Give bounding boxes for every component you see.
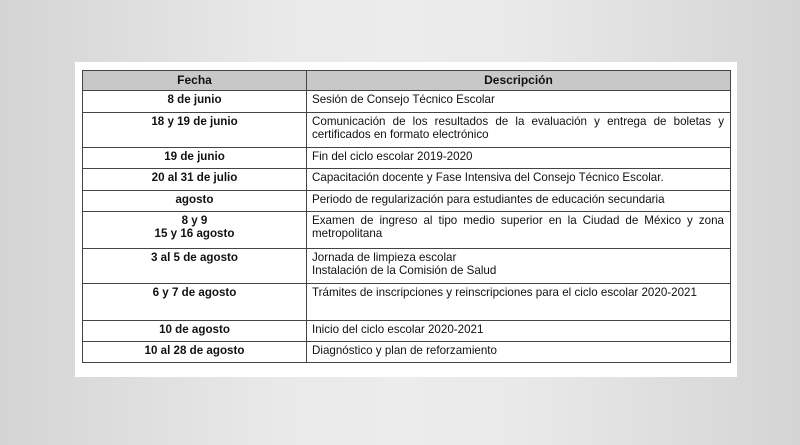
table-row: [83, 113, 731, 148]
fecha-cell: 8 y 9 15 y 16 agosto: [83, 212, 307, 249]
table-row: [83, 169, 731, 191]
table-row: [83, 249, 731, 284]
table-row: [83, 91, 731, 113]
fecha-cell: 18 y 19 de junio: [83, 113, 307, 148]
descripcion-cell: Examen de ingreso al tipo medio superior en la Ciudad de México y zona metropolitana: [307, 212, 731, 249]
table-row: [83, 342, 731, 363]
header-descripcion: Descripción: [307, 71, 731, 91]
header-fecha: Fecha: [83, 71, 307, 91]
fecha-cell: 10 de agosto: [83, 321, 307, 342]
table-header-row: [83, 71, 731, 91]
fecha-cell: 10 al 28 de agosto: [83, 342, 307, 363]
descripcion-cell: Sesión de Consejo Técnico Escolar: [307, 91, 731, 113]
fecha-cell: 19 de junio: [83, 148, 307, 169]
descripcion-cell: Diagnóstico y plan de reforzamiento: [307, 342, 731, 363]
descripcion-cell: Jornada de limpieza escolar Instalación de la Comisión de Salud: [307, 249, 731, 284]
table-row: [83, 321, 731, 342]
school-calendar-table: [82, 70, 731, 363]
descripcion-cell: Periodo de regularización para estudiantes de educación secundaria: [307, 191, 731, 212]
fecha-cell: agosto: [83, 191, 307, 212]
table-row: [83, 212, 731, 249]
fecha-cell: 3 al 5 de agosto: [83, 249, 307, 284]
descripcion-cell: Fin del ciclo escolar 2019-2020: [307, 148, 731, 169]
table-row: [83, 191, 731, 212]
fecha-cell: 8 de junio: [83, 91, 307, 113]
fecha-cell: 6 y 7 de agosto: [83, 284, 307, 321]
descripcion-cell: Capacitación docente y Fase Intensiva del Consejo Técnico Escolar.: [307, 169, 731, 191]
fecha-cell: 20 al 31 de julio: [83, 169, 307, 191]
descripcion-cell: Comunicación de los resultados de la evaluación y entrega de boletas y certificados en formato electrónico: [307, 113, 731, 148]
table-row: [83, 284, 731, 321]
table-row: [83, 148, 731, 169]
descripcion-cell: Trámites de inscripciones y reinscripciones para el ciclo escolar 2020-2021: [307, 284, 731, 321]
document-page: [75, 62, 737, 377]
descripcion-cell: Inicio del ciclo escolar 2020-2021: [307, 321, 731, 342]
